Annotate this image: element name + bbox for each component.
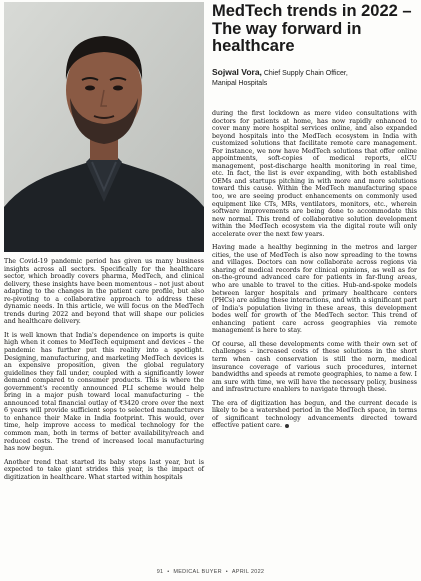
author-role: Chief Supply Chain Officer,: [263, 70, 348, 77]
paragraph-text: The era of digitization has begun, and the current decade is likely to be a watershed period in the MedTech space, in terms of significant technology advancements directed toward effective patient care.: [212, 399, 417, 430]
paragraph: The Covid-19 pandemic period has given us many business insights across all sectors. Specifically for the healthcare sector, which broadly covers pharma, MedTech, and clinical delivery, these insights have been momentous – not just about adapting to the changes in the patient care profile, but also re-pivoting to a collaborative approach to address these dynamic needs. In this article, we will focus on the MedTech trends during 2022 and beyond that will shape our policies and healthcare delivery.: [4, 258, 204, 326]
paragraph: Of course, all these developments come with their own set of challenges – increased costs of these solutions in the short term when cash conservation is still the norm, medical insurance coverage of various such procedures, internet bandwidths and speeds at remote geographies, to name a few. I am sure with time, we will have the necessary policy, business and infrastructure enablers to navigate through these.: [212, 340, 417, 394]
article-column-left: [4, 258, 204, 487]
author-portrait-image: [4, 2, 204, 252]
author-photo: [4, 2, 204, 252]
end-of-article-icon: [285, 424, 289, 428]
paragraph: Another trend that started its baby steps last year, but is expected to take giant strides this year, is the impact of digitization in healthcare. What started within hospitals: [4, 458, 204, 481]
publication-name: MEDICAL BUYER: [173, 569, 222, 575]
page-footer: [0, 569, 421, 575]
author-organization: Manipal Hospitals: [212, 79, 268, 87]
article-headline: MedTech trends in 2022 – The way forward in healthcare: [212, 2, 412, 55]
paragraph: during the first lockdown as mere video consultations with doctors for patients at home, has now rapidly enhanced to cover many more hospital services online, and also expanded beyond hospitals into the MedTech ecosystem in India with customized solutions that facilitate remote care management. For instance, we now have MedTech solutions that offer online appointments, soft-copies of medical reports, eICU management, post-discharge health monitoring in real time, etc. In fact, the list is ever expanding, with both established OEMs and startups pitching in with more and more solutions toward this cause. Within the MedTech manufacturing space too, we are seeing product enhancements on commonly used equipment like CTs, MRs, ventilators, monitors, etc., wherein software improvements are being done to accommodate this new normal. This trend of collaborative solution development within the MedTech ecosystem via the digital route will only accelerate over the next few years.: [212, 110, 417, 238]
author-byline: [212, 68, 417, 88]
page-number: 91: [156, 569, 164, 575]
paragraph-last: [212, 400, 417, 430]
author-name: Sojwal Vora,: [212, 67, 262, 77]
footer-separator: •: [225, 569, 228, 575]
article-column-right: [212, 110, 417, 436]
issue-date: APRIL 2022: [231, 569, 265, 575]
paragraph: Having made a healthy beginning in the metros and larger cities, the use of MedTech is also now spreading to the towns and villages. Doctors can now collaborate across regions via sharing of medical records for clinical opinions, as well as for on-the-ground advanced care for patients in far-flung areas, who are unable to travel to the cities. Hub-and-spoke models between larger hospitals and primary healthcare centers (PHCs) are aiding these interactions, and with a significant part of India's population living in these areas, this development bodes well for growth of the MedTech sector. This trend of enhancing patient care across geographies via remote management is here to stay.: [212, 244, 417, 335]
paragraph: It is well known that India's dependence on imports is quite high when it comes to MedTech equipment and devices – the pandemic has further put this reality into a spotlight. Designing, manufacturing, and marketing MedTech devices is an expensive proposition, given the global regulatory guidelines they fall under, coupled with a significantly lower demand compared to consumer products. This is where the government's recently announced PLI scheme would help bring in a major push toward local manufacturing – the announced total financial outlay of ₹3420 crore over the next 6 years will provide sufficient sops to selected manufacturers to enhance their Make in India footprint. This would, over time, help improve access to medical technology for the common man, both in terms of better availability/reach and reduced costs. The trend of increased local manufacturing has now begun.: [4, 331, 204, 453]
footer-separator: •: [167, 569, 170, 575]
